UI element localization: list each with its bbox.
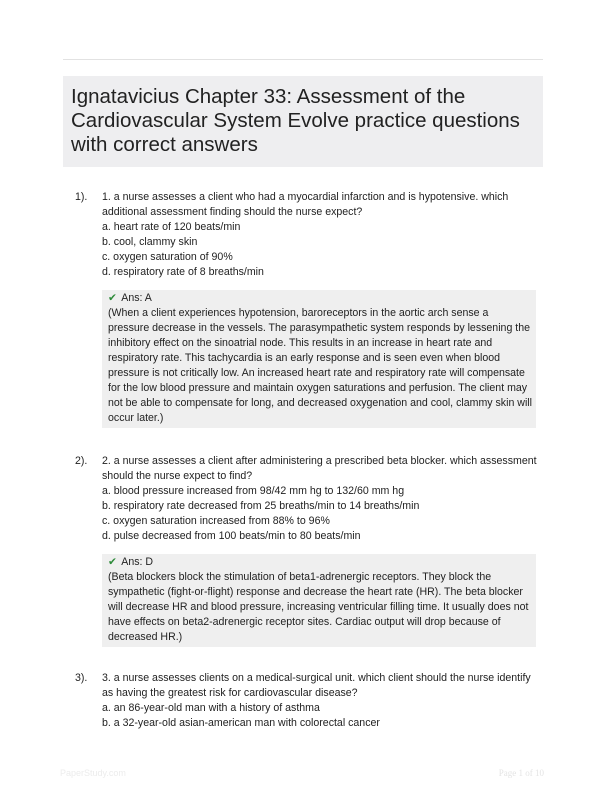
question-stem: 1. a nurse assesses a client who had a myocardial infarction and is hypotensive. which additional assessment finding should the nurse expect? [102,191,509,218]
question-stem: 2. a nurse assesses a client after administering a prescribed beta blocker. which assessment should the nurse expect to find? [102,455,537,482]
option-b: b. a 32-year-old asian-american man with colorectal cancer [102,717,380,729]
option-c: c. oxygen saturation of 90% [102,251,233,263]
question-number: 3). [75,672,88,684]
page-number: Page 1 of 10 [498,768,544,778]
answer-box [102,290,536,428]
option-b: b. respiratory rate decreased from 25 breaths/min to 14 breaths/min [102,500,420,512]
option-a: a. an 86-year-old man with a history of asthma [102,702,320,714]
top-divider [63,59,543,60]
answer-rationale: (Beta blockers block the stimulation of beta1-adrenergic receptors. They block the sympathetic (fight-or-flight) response and decrease the heart rate (HR). The beta blocker will decrease HR and blood pressure, increasing ventricular filling time. It usually does not have effects on beta2-adrenergic receptor sites. Cardiac output will drop because of decreased HR.) [108,571,529,643]
answer-label: Ans: A [121,292,152,304]
question-1 [75,190,545,428]
question-body [102,190,542,280]
page-title: Ignatavicius Chapter 33: Assessment of the Cardiovascular System Evolve practice questions with correct answers [71,85,520,156]
title-box [63,76,543,167]
question-body [102,671,542,731]
question-3 [75,671,545,731]
option-c: c. oxygen saturation increased from 88% to 96% [102,515,330,527]
answer-rationale: (When a client experiences hypotension, baroreceptors in the aortic arch sense a pressure decrease in the vessels. The parasympathetic system responds by lessening the inhibitory effect on the sinoatrial node. This results in an increase in heart rate and respiratory rate. This tachycardia is an early response and is seen even when blood pressure is not critically low. An increased heart rate and respiratory rate will compensate for the low blood pressure and maintain oxygen saturations and perfusion. The client may not be able to compensate for long, and decreased oxygenation and cool, clammy skin will occur later.) [108,307,532,424]
check-icon: ✔ [108,556,117,568]
answer-box [102,554,536,647]
question-number: 2). [75,455,88,467]
footer-source: PaperStudy.com [60,768,126,778]
question-number: 1). [75,191,88,203]
check-icon: ✔ [108,292,117,304]
question-2 [75,454,545,647]
question-body [102,454,542,544]
question-stem: 3. a nurse assesses clients on a medical-surgical unit. which client should the nurse identify as having the greatest risk for cardiovascular disease? [102,672,531,699]
answer-label: Ans: D [121,556,154,568]
option-a: a. blood pressure increased from 98/42 mm hg to 132/60 mm hg [102,485,405,497]
option-a: a. heart rate of 120 beats/min [102,221,241,233]
option-d: d. pulse decreased from 100 beats/min to 80 beats/min [102,530,361,542]
answer-header [108,555,532,570]
option-d: d. respiratory rate of 8 breaths/min [102,266,264,278]
option-b: b. cool, clammy skin [102,236,198,248]
answer-header [108,291,532,306]
